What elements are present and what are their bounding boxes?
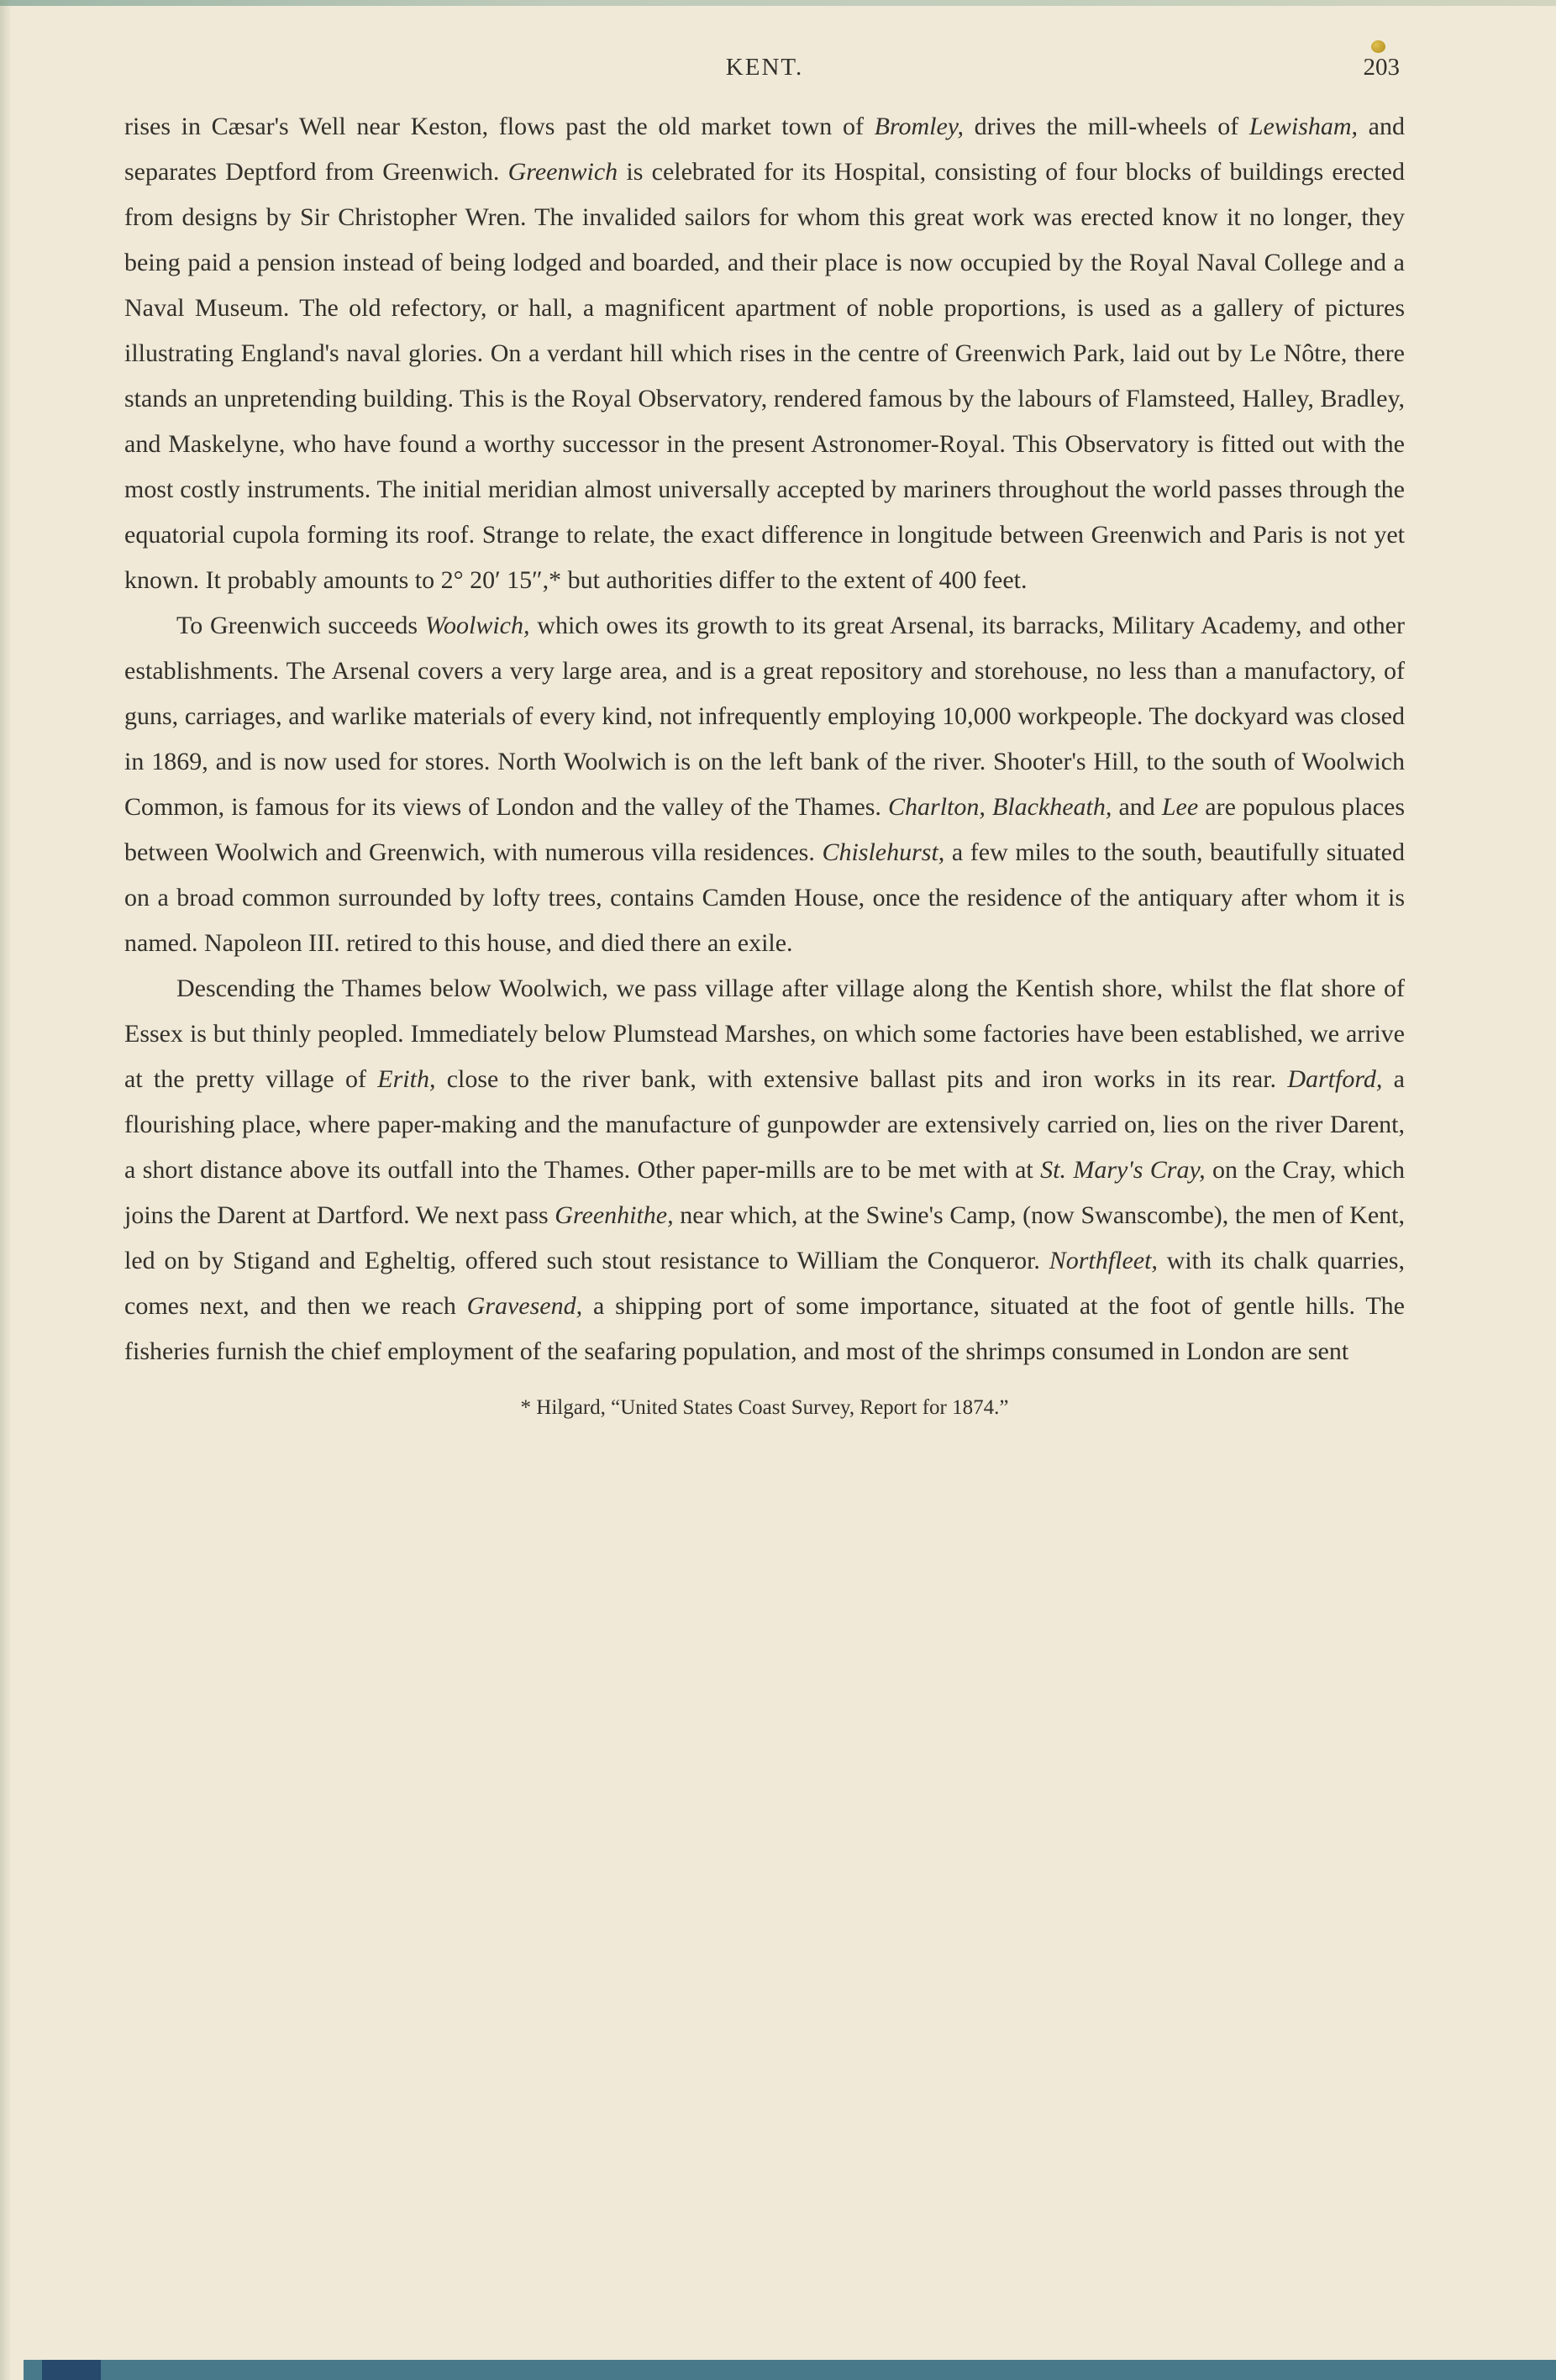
paragraph: rises in Cæsar's Well near Keston, flows past the old market town of Bromley, drives the mill-wheels of Lewisham, and separates Deptford from Greenwich. Greenwich is celebrated for its Hospital, consisting of four blocks of buildings erected from designs by Sir Christopher Wren. The invalided sailors for whom this great work was erected know it no longer, they being paid a pension instead of being lodged and boarded, and their place is now occupied by the Royal Naval College and a Naval Museum. The old refectory, or hall, a magnificent apartment of noble proportions, is used as a gallery of pictures illustrating England's naval glories. On a verdant hill which rises in the centre of Greenwich Park, laid out by Le Nôtre, there stands an unpretending building. This is the Royal Observatory, rendered famous by the labours of Flamsteed, Halley, Bradley, and Maskelyne, who have found a worthy successor in the present Astronomer-Royal. This Observatory is fitted out with the most costly instruments. The initial meridian almost universally accepted by mariners throughout the world passes through the equatorial cupola forming its roof. Strange to relate, the exact difference in longitude between Greenwich and Paris is not yet known. It probably amounts to 2° 20′ 15″,* but authorities differ to the extent of 400 feet. xyxy=(124,113,1405,594)
gold-dot-decoration xyxy=(1371,40,1385,53)
footnote: * Hilgard, “United States Coast Survey, Report for 1874.” xyxy=(520,1396,1009,1419)
page-body xyxy=(124,104,1405,1374)
page-left-edge-decoration xyxy=(0,0,12,2380)
page-top-edge-decoration xyxy=(0,0,1556,6)
bottom-edge-dark-spot xyxy=(42,2360,101,2380)
page-number: 203 xyxy=(1363,54,1400,81)
page-bottom-edge-decoration xyxy=(24,2360,1556,2380)
paragraph: Descending the Thames below Woolwich, we pass village after village along the Kentish shore, whilst the flat shore of Essex is but thinly peopled. Immediately below Plumstead Marshes, on which some factories have been established, we arrive at the pretty village of Erith, close to the river bank, with extensive ballast pits and iron works in its rear. Dartford, a flourishing place, where paper-making and the manufacture of gunpowder are extensively carried on, lies on the river Darent, a short distance above its outfall into the Thames. Other paper-mills are to be met with at St. Mary's Cray, on the Cray, which joins the Darent at Dartford. We next pass Greenhithe, near which, at the Swine's Camp, (now Swanscombe), the men of Kent, led on by Stigand and Egheltig, offered such stout resistance to William the Conqueror. Northfleet, with its chalk quarries, comes next, and then we reach Gravesend, a shipping port of some importance, situated at the foot of gentle hills. The fisheries furnish the chief employment of the seafaring population, and most of the shrimps consumed in London are sent xyxy=(124,975,1405,1365)
running-title: KENT. xyxy=(725,54,804,81)
paragraph: To Greenwich succeeds Woolwich, which owes its growth to its great Arsenal, its barracks, Military Academy, and other establishments. The Arsenal covers a very large area, and is a great repository and storehouse, no less than a manufactory, of guns, carriages, and warlike materials of every kind, not infrequently employing 10,000 workpeople. The dockyard was closed in 1869, and is now used for stores. North Woolwich is on the left bank of the river. Shooter's Hill, to the south of Woolwich Common, is famous for its views of London and the valley of the Thames. Charlton, Blackheath, and Lee are populous places between Woolwich and Greenwich, with numerous villa residences. Chislehurst, a few miles to the south, beautifully situated on a broad common surrounded by lofty trees, contains Camden House, once the residence of the antiquary after whom it is named. Napoleon III. retired to this house, and died there an exile. xyxy=(124,612,1405,957)
page-header xyxy=(124,54,1405,89)
